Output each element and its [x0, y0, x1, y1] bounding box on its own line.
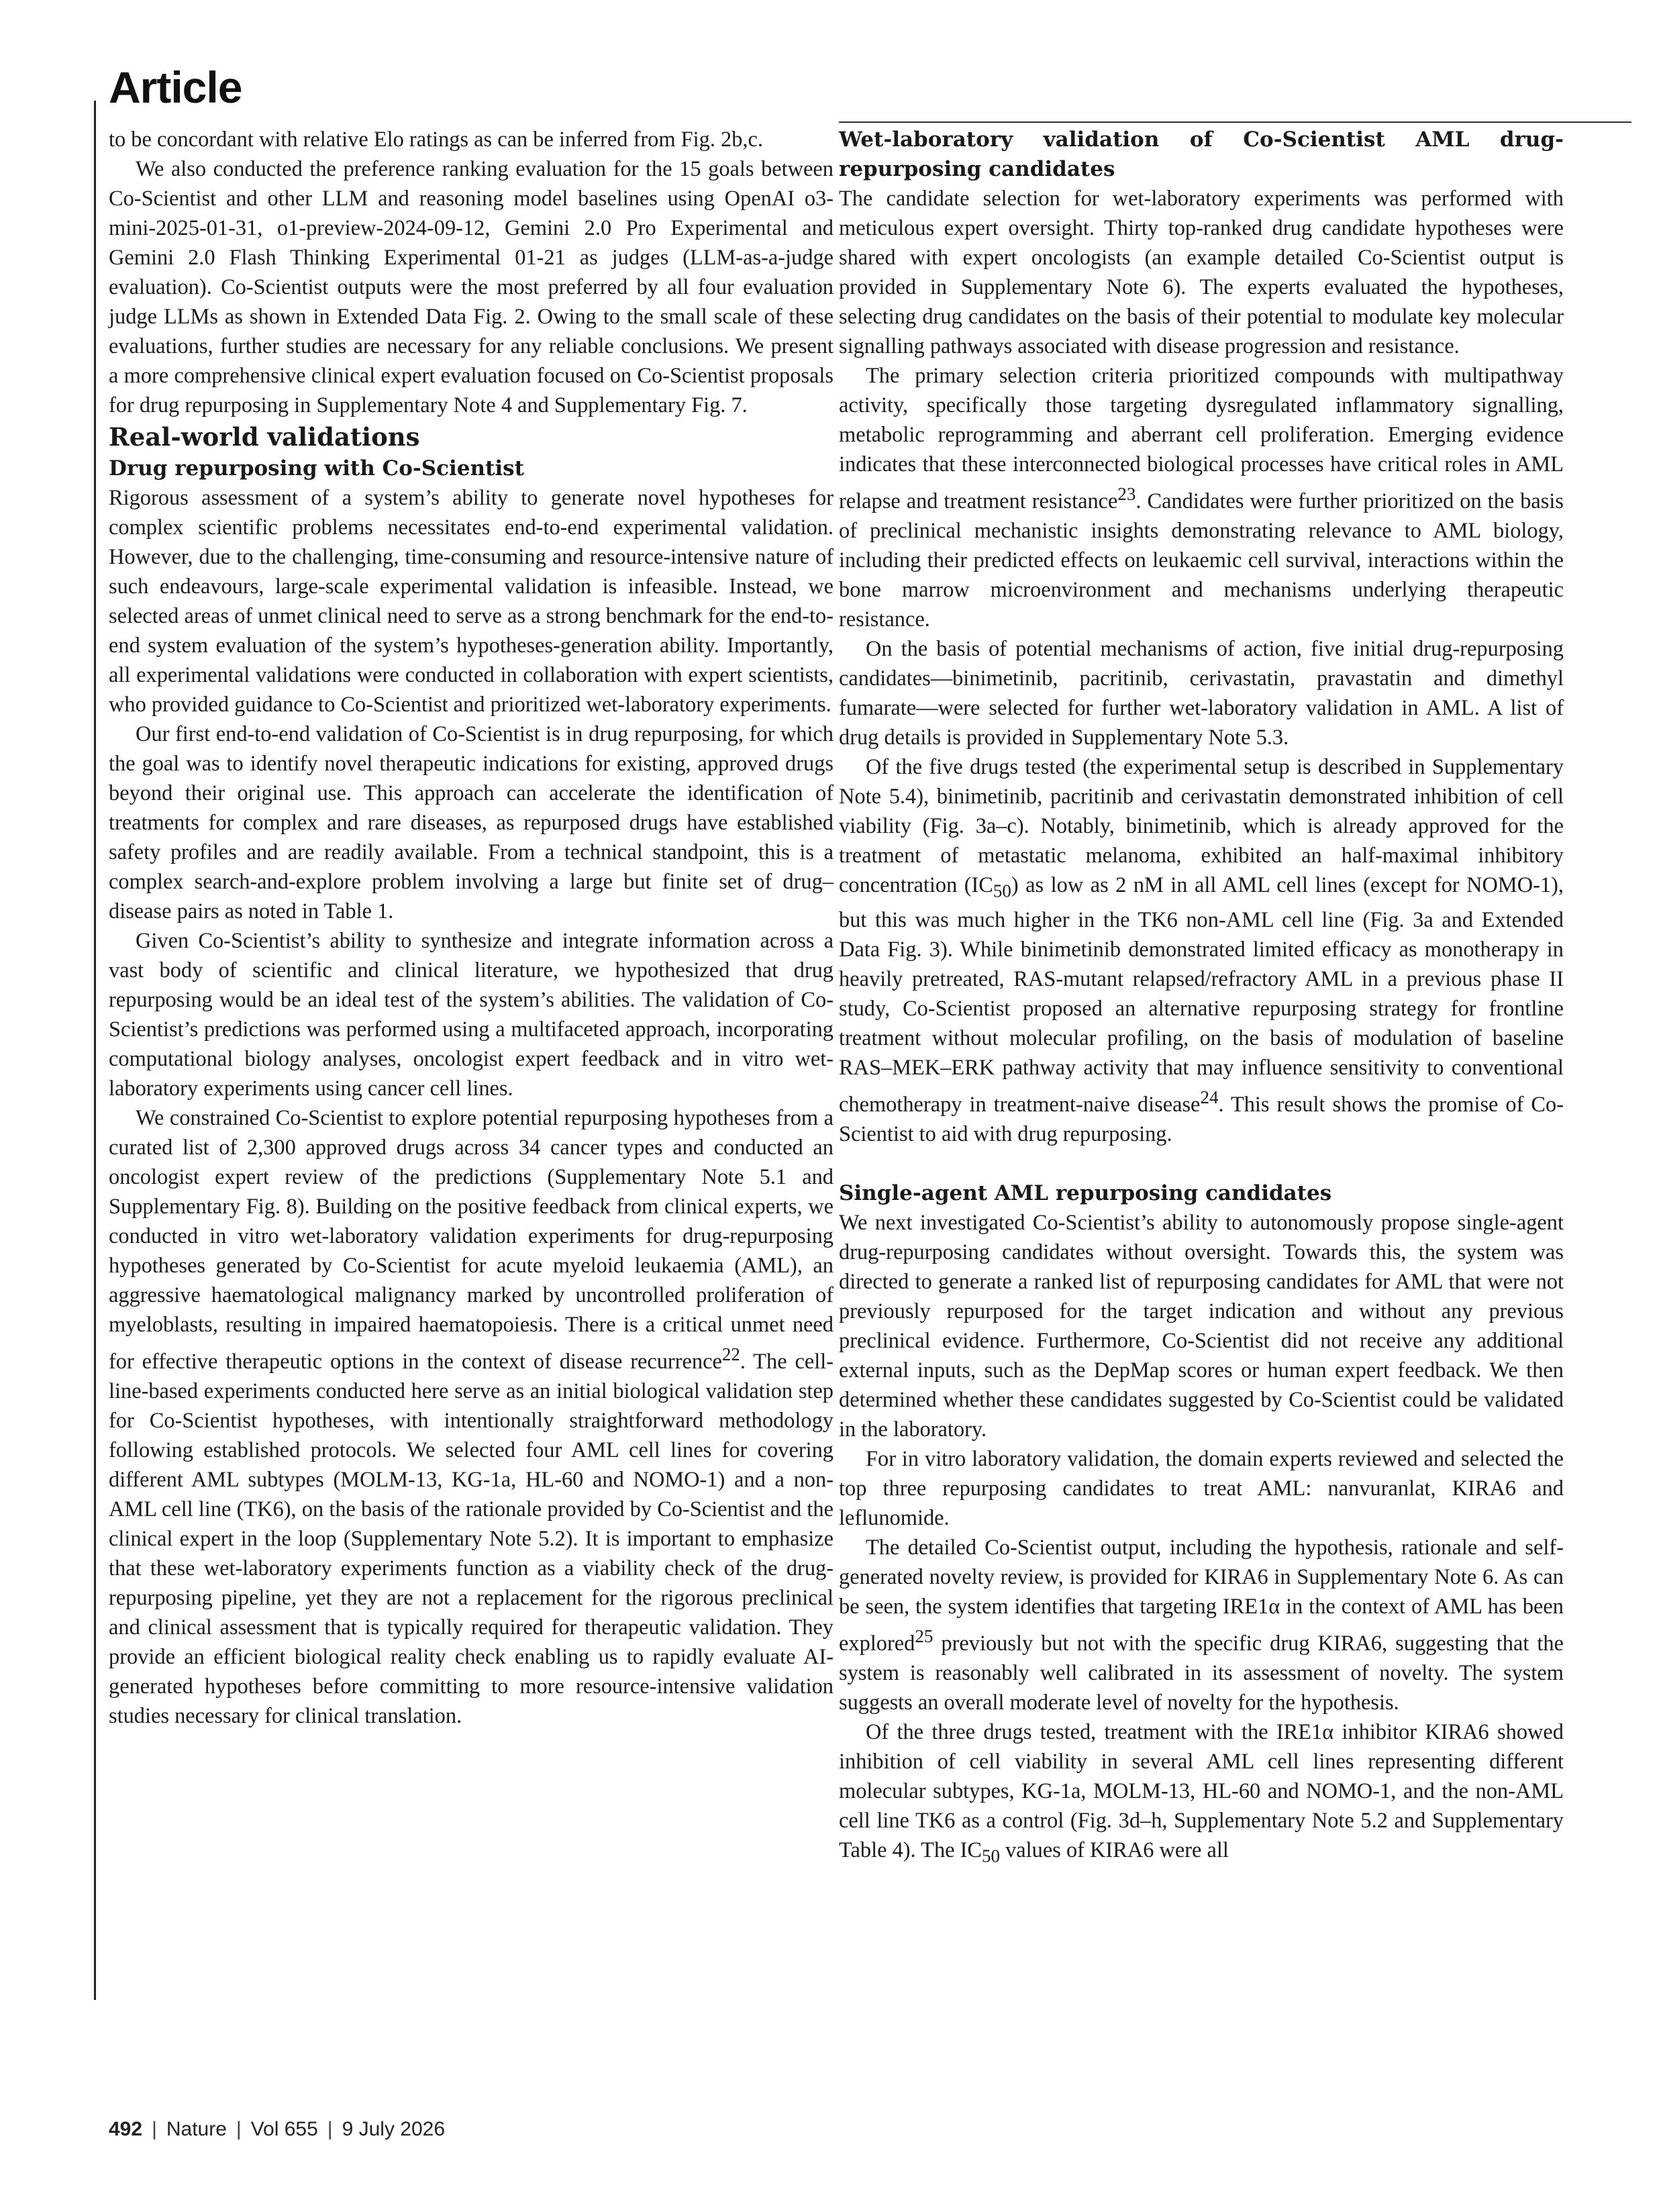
paragraph: On the basis of potential mechanisms of action, five initial drug-repurposing candidates—binimetinib, pacritinib, cerivastatin, pravastatin and dimethyl fumarate—were selected for further wet-laboratory validation in AML. A list of drug details is provided in Supplementary Note 5.3.	[839, 636, 1564, 750]
issue-date: 9 July 2026	[342, 2118, 446, 2140]
subheading: Drug repurposing with Co-Scientist	[109, 456, 524, 481]
subheading: Single-agent AML repurposing candidates	[839, 1181, 1332, 1206]
paragraph: Given Co-Scientist’s ability to synthesize and integrate information across a vast body of scientific and clinical literature, we hypothesized that drug repurposing would be an ideal test of the system’s abilities. The validation of Co-Scientist’s predictions was performed using a multifaceted approach, incorporating computational biology analyses, oncologist expert feedback and in vitro wet-laboratory experiments using cancer cell lines.	[109, 929, 834, 1101]
subheading: Wet-laboratory validation of Co-Scientist AML drug-repurposing candidates	[839, 128, 1564, 181]
section-label: Article	[109, 62, 242, 112]
right-column	[839, 125, 1564, 1870]
citation-ref: 22	[721, 1344, 740, 1364]
paragraph: The candidate selection for wet-laboratory experiments was performed with meticulous expert oversight. Thirty top-ranked drug candidate hypotheses were shared with expert oncologists (an example detailed Co-Scientist output is provided in Supplementary Note 6). The experts evaluated the hypotheses, selecting drug candidates on the basis of their potential to modulate key molecular signalling pathways associated with disease progression and resistance.	[839, 187, 1564, 358]
page-number: 492	[109, 2118, 143, 2140]
paragraph: to be concordant with relative Elo ratings as can be inferred from Fig. 2b,c.	[109, 128, 763, 152]
paragraph: Our first end-to-end validation of Co-Scientist is in drug repurposing, for which the goal was to identify novel therapeutic indications for existing, approved drugs beyond their original use. This approach can accelerate the identification of treatments for complex and rare diseases, as repurposed drugs have established safety profiles and are readily available. From a technical standpoint, this is a complex search-and-explore problem involving a large but finite set of drug–disease pairs as noted in Table 1.	[109, 722, 834, 923]
paragraph: Rigorous assessment of a system’s ability to generate novel hypotheses for complex scientific problems necessitates end-to-end experimental validation. However, due to the challenging, time-consuming and resource-intensive nature of such endeavours, large-scale experimental validation is infeasible. Instead, we selected areas of unmet clinical need to serve as a strong benchmark for the end-to-end system evaluation of the system’s hypotheses-generation ability. Importantly, all experimental validations were conducted in collaboration with expert scientists, who provided guidance to Co-Scientist and prioritized wet-laboratory experiments.	[109, 486, 834, 717]
footer-separator: |	[327, 2118, 333, 2140]
paragraph: The detailed Co-Scientist output, including the hypothesis, rationale and self-generated novelty review, is provided for KIRA6 in Supplementary Note 6. As can be seen, the system identifies that targeting IRE1α in the context of AML has been explored$^{25}$ previously but not with the specific drug KIRA6, suggesting that the system is reasonably well calibrated in its assessment of novelty. The system suggests an overall moderate level of novelty for the hypothesis.	[839, 1536, 1564, 1715]
paragraph: We next investigated Co-Scientist’s ability to autonomously propose single-agent drug-repurposing candidates without oversight. Towards this, the system was directed to generate a ranked list of repurposing candidates for AML that were not previously repurposed for the target indication and without any previous preclinical evidence. Furthermore, Co-Scientist did not receive any additional external inputs, such as the DepMap scores or human expert feedback. We then determined whether these candidates suggested by Co-Scientist could be validated in the laboratory.	[839, 1211, 1564, 1442]
subscript: 50	[982, 1846, 1001, 1866]
section-heading: Real-world validations	[109, 422, 420, 452]
paragraph: We also conducted the preference ranking evaluation for the 15 goals between Co-Scientist and other LLM and reasoning model baselines using OpenAI o3-mini-2025-01-31, o1-preview-2024-09-12, Gemini 2.0 Pro Experimental and Gemini 2.0 Flash Thinking Experimental 01-21 as judges (LLM-as-a-judge evaluation). Co-Scientist outputs were the most preferred by all four evaluation judge LLMs as shown in Extended Data Fig. 2. Owing to the small scale of these evaluations, further studies are necessary for any reliable conclusions. We present a more comprehensive clinical expert evaluation focused on Co-Scientist proposals for drug repurposing in Supplementary Note 4 and Supplementary Fig. 7.	[109, 157, 834, 417]
citation-ref: 23	[1117, 484, 1136, 504]
journal-name: Nature	[166, 2118, 227, 2140]
page-footer	[109, 2118, 445, 2141]
left-margin-rule	[94, 101, 96, 2000]
subscript: 50	[993, 881, 1011, 901]
volume: Vol 655	[250, 2118, 318, 2140]
paragraph: Of the three drugs tested, treatment with the IRE1α inhibitor KIRA6 showed inhibition of cell viability in several AML cell lines representing different molecular subtypes, KG-1a, MOLM-13, HL-60 and NOMO-1, and the non-AML cell line TK6 as a control (Fig. 3d–h, Supplementary Note 5.2 and Supplementary Table 4). The $IC_{50}$ values of KIRA6 were all	[839, 1719, 1564, 1866]
left-column	[109, 125, 834, 1731]
footer-separator: |	[152, 2118, 157, 2140]
paragraph: For in vitro laboratory validation, the domain experts reviewed and selected the top three repurposing candidates to treat AML: nanvuranlat, KIRA6 and leflunomide.	[839, 1447, 1564, 1531]
paragraph: We constrained Co-Scientist to explore potential repurposing hypotheses from a curated list of 2,300 approved drugs across 34 cancer types and conducted an oncologist expert review of the predictions (Supplementary Note 5.1 and Supplementary Fig. 8). Building on the positive feedback from clinical experts, we conducted in vitro wet-laboratory validation experiments for drug-repurposing hypotheses generated by Co-Scientist for acute myeloid leukaemia (AML), an aggressive haematological malignancy marked by uncontrolled proliferation of myeloblasts, resulting in impaired haematopoiesis. There is a critical unmet need for effective therapeutic options in the context of disease recurrence$^{22}$. The cell-line-based experiments conducted here serve as an initial biological validation step for Co-Scientist hypotheses, with intentionally straightforward methodology following established protocols. We selected four AML cell lines for covering different AML subtypes (MOLM-13, KG-1a, HL-60 and NOMO-1) and a non-AML cell line (TK6), on the basis of the rationale provided by Co-Scientist and the clinical expert in the loop (Supplementary Note 5.2). It is important to emphasize that these wet-laboratory experiments function as a viability check of the drug-repurposing pipeline, yet they are not a replacement for the rigorous preclinical and clinical assessment that is typically required for therapeutic validation. They provide an efficient biological reality check enabling us to rapidly evaluate AI-generated hypotheses before committing to more resource-intensive validation studies necessary for clinical translation.	[109, 1106, 834, 1728]
paragraph: The primary selection criteria prioritized compounds with multipathway activity, specifically those targeting dysregulated inflammatory signalling, metabolic reprogramming and aberrant cell proliferation. Emerging evidence indicates that these interconnected biological processes have critical roles in AML relapse and treatment resistance$^{23}$. Candidates were further prioritized on the basis of preclinical mechanistic insights demonstrating relevance to AML biology, including their predicted effects on leukaemic cell survival, interactions within the bone marrow microenvironment and mechanisms underlying therapeutic resistance.	[839, 364, 1564, 632]
citation-ref: 25	[915, 1626, 934, 1647]
paragraph: Of the five drugs tested (the experimental setup is described in Supplementary Note 5.4), binimetinib, pacritinib and cerivastatin demonstrated inhibition of cell viability (Fig. 3a–c). Notably, binimetinib, which is already approved for the treatment of metastatic melanoma, exhibited an half-maximal inhibitory concentration $(IC_{50})$ as low as 2 nM in all AML cell lines (except for NOMO-1), but this was much higher in the TK6 non-AML cell line (Fig. 3a and Extended Data Fig. 3). While binimetinib demonstrated limited efficacy as monotherapy in heavily pretreated, RAS-mutant relapsed/refractory AML in a previous phase II study, Co-Scientist proposed an alternative repurposing strategy for frontline treatment without molecular profiling, on the basis of modulation of baseline RAS–MEK–ERK pathway activity that may influence sensitivity to conventional chemotherapy in treatment-naive disease$^{24}$. This result shows the promise of Co-Scientist to aid with drug repurposing.	[839, 754, 1564, 1147]
footer-separator: |	[236, 2118, 242, 2140]
header-rule	[839, 121, 1631, 123]
citation-ref: 24	[1200, 1087, 1219, 1108]
